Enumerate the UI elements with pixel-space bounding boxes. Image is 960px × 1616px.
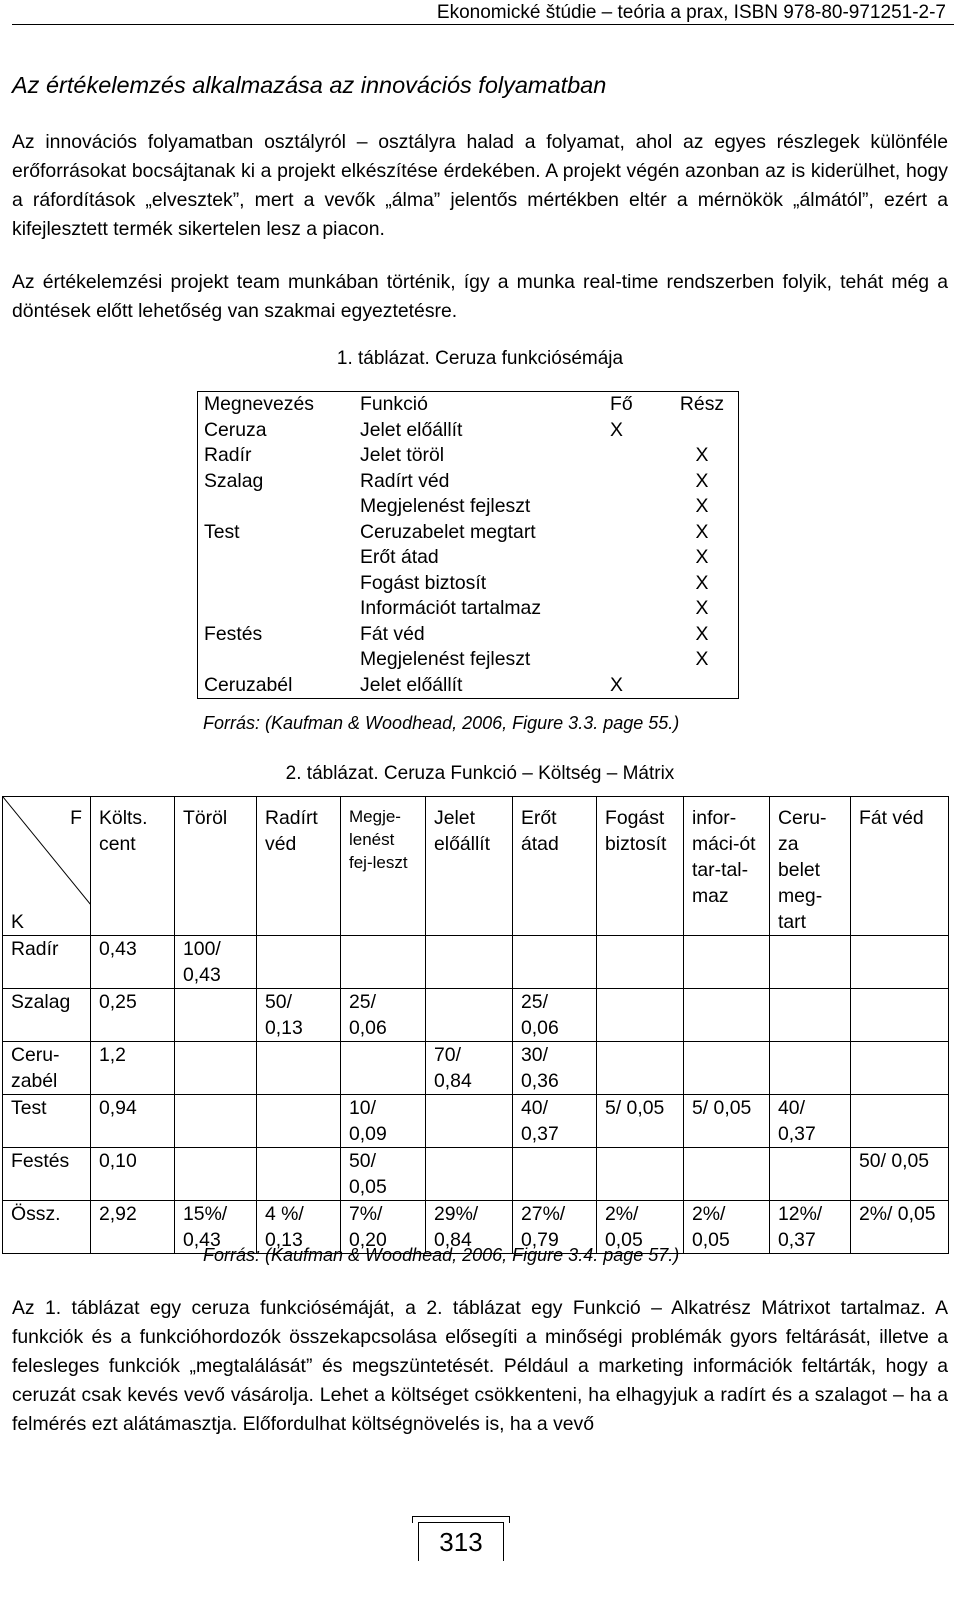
table2-cell: 27%/ 0,79 bbox=[513, 1201, 597, 1254]
table1-cell: X bbox=[695, 571, 709, 594]
table2-cell bbox=[597, 989, 684, 1042]
intro-paragraph-1: Az innovációs folyamatban osztályról – osztályra halad a folyamat, ahol az egyes részlegek különféle erőforrásokat bocsájtanak ki a projekt elkészítése érdekében. A projekt végén azonban az is kiderülhet, hogy a ráfordítások „elvesztek”, mert a vevők „álma” jelentős mértékben eltér a mérnökök „álmától”, ezért a kifejlesztett termék sikertelen lesz a piacon. bbox=[12, 131, 948, 240]
table2-cell: 2%/ 0,05 bbox=[597, 1201, 684, 1254]
table2-cell bbox=[770, 989, 851, 1042]
table2-cell bbox=[597, 1042, 684, 1095]
table2-cell: 70/ 0,84 bbox=[426, 1042, 513, 1095]
table1-cell bbox=[198, 545, 355, 571]
table2-cell bbox=[341, 936, 426, 989]
table2-cell: 29%/ 0,84 bbox=[426, 1201, 513, 1254]
table1-cell: Fát véd bbox=[360, 622, 425, 645]
table2-cell bbox=[513, 936, 597, 989]
table2-cell bbox=[257, 1148, 341, 1201]
table2-row-label: Szalag bbox=[3, 989, 91, 1042]
table2-cell bbox=[770, 1148, 851, 1201]
table2-cell: 50/ 0,05 bbox=[341, 1148, 426, 1201]
table1-cell: Test bbox=[204, 520, 240, 543]
table2-cell bbox=[175, 1095, 257, 1148]
table2-cell bbox=[513, 1148, 597, 1201]
table2-cell bbox=[257, 1042, 341, 1095]
table2-cell bbox=[426, 1148, 513, 1201]
running-header: Ekonomické štúdie – teória a prax, ISBN 978-80-971251-2-7 bbox=[436, 2, 946, 23]
table1-cell bbox=[198, 596, 355, 622]
page-number: 313 bbox=[418, 1522, 504, 1561]
table2-cell bbox=[851, 1095, 949, 1148]
table2-cell bbox=[684, 1148, 770, 1201]
table2-cell bbox=[597, 936, 684, 989]
table-row bbox=[3, 936, 949, 989]
table2-header-cost: Költs. cent bbox=[91, 797, 175, 936]
table2-cell bbox=[426, 1095, 513, 1148]
table2-corner-function: F bbox=[70, 807, 82, 829]
table1-cell bbox=[598, 545, 666, 571]
table2-cell: 2,92 bbox=[91, 1201, 175, 1254]
table2-source: Forrás: (Kaufman & Woodhead, 2006, Figure 3.4. page 57.) bbox=[203, 1245, 680, 1265]
table2-header-make-mark: Jelet előállít bbox=[426, 797, 513, 936]
table2-corner-cell bbox=[3, 797, 91, 936]
table2-cell: 30/ 0,36 bbox=[513, 1042, 597, 1095]
table2-cell bbox=[684, 936, 770, 989]
table-row bbox=[198, 545, 739, 571]
table2-cell bbox=[257, 936, 341, 989]
table2-cell bbox=[684, 1042, 770, 1095]
table1-header-function: Funkció bbox=[360, 393, 428, 415]
table-row bbox=[3, 1148, 949, 1201]
table1-cell: X bbox=[695, 495, 709, 517]
table2-cell bbox=[770, 936, 851, 989]
header-rule bbox=[12, 24, 954, 25]
table-row bbox=[198, 647, 739, 673]
table2-header-erase: Töröl bbox=[175, 797, 257, 936]
table-row bbox=[3, 1042, 949, 1095]
table1-cell bbox=[598, 520, 666, 546]
table1-cell: X bbox=[695, 597, 709, 619]
table1-cell: Radírt véd bbox=[360, 469, 450, 492]
table1-cell bbox=[666, 418, 739, 444]
table2-header-information: infor-máci-ót tar-tal-maz bbox=[684, 797, 770, 936]
table1-cell: X bbox=[695, 444, 709, 466]
table2-header-protect-wood: Fát véd bbox=[851, 797, 949, 936]
table2-cell: 10/ 0,09 bbox=[341, 1095, 426, 1148]
table1-cell bbox=[598, 571, 666, 597]
table1-cell bbox=[598, 494, 666, 520]
table2-cell bbox=[341, 1042, 426, 1095]
table-row bbox=[198, 494, 739, 520]
table2-row-label: Test bbox=[3, 1095, 91, 1148]
table1-cell: X bbox=[695, 648, 709, 670]
table2-cell bbox=[851, 989, 949, 1042]
table2-cell: 1,2 bbox=[91, 1042, 175, 1095]
table2-cell: 5/ 0,05 bbox=[684, 1095, 770, 1148]
table2-row-label: Festés bbox=[3, 1148, 91, 1201]
table1-cell: X bbox=[610, 673, 623, 696]
table1-function-scheme bbox=[197, 391, 739, 699]
table-row bbox=[198, 571, 739, 597]
table1-cell bbox=[198, 571, 355, 597]
table2-header-protect-eraser: Radírt véd bbox=[257, 797, 341, 936]
table2-cell: 0,10 bbox=[91, 1148, 175, 1201]
table2-cell: 5/ 0,05 bbox=[597, 1095, 684, 1148]
table-row bbox=[198, 622, 739, 648]
table2-cell: 4 %/ 0,13 bbox=[257, 1201, 341, 1254]
section-title: Az értékelemzés alkalmazása az innovációs folyamatban bbox=[12, 72, 607, 98]
table2-cell bbox=[597, 1148, 684, 1201]
table2-cell bbox=[851, 1042, 949, 1095]
table-row bbox=[3, 989, 949, 1042]
table1-cell: X bbox=[695, 520, 709, 543]
table-row bbox=[198, 443, 739, 469]
table2-cell bbox=[175, 1042, 257, 1095]
table2-row-label: Össz. bbox=[3, 1201, 91, 1254]
table1-header-row bbox=[198, 392, 739, 418]
table2-header-appearance: Megje-lenést fej-leszt bbox=[341, 797, 426, 936]
table-row bbox=[198, 418, 739, 444]
table2-cell bbox=[851, 936, 949, 989]
table1-cell: Megjelenést fejleszt bbox=[360, 495, 531, 517]
table-row bbox=[198, 673, 739, 699]
table2-cell bbox=[426, 936, 513, 989]
table2-corner-cost: K bbox=[11, 911, 24, 933]
table1-cell: X bbox=[610, 418, 623, 441]
table2-cell: 25/ 0,06 bbox=[341, 989, 426, 1042]
intro-paragraph-2: Az értékelemzési projekt team munkában történik, így a munka real-time rendszerben folyik, tehát még a döntések előtt lehetőség van szakmai egyeztetésre. bbox=[12, 271, 948, 322]
table2-cell: 100/ 0,43 bbox=[175, 936, 257, 989]
table1-header-part: Rész bbox=[679, 393, 725, 415]
table1-cell: Ceruzabél bbox=[204, 673, 293, 696]
table1-cell: Jelet töröl bbox=[360, 444, 445, 466]
table1-caption: 1. táblázat. Ceruza funkciósémája bbox=[336, 348, 624, 369]
table-row bbox=[198, 596, 739, 622]
table1-header-name: Megnevezés bbox=[204, 393, 314, 415]
table-row bbox=[3, 1095, 949, 1148]
table-row bbox=[198, 520, 739, 546]
table1-cell bbox=[198, 494, 355, 520]
table1-cell bbox=[598, 622, 666, 648]
table1-cell: Megjelenést fejleszt bbox=[360, 648, 531, 670]
table2-cell bbox=[770, 1042, 851, 1095]
table2-cell: 50/ 0,13 bbox=[257, 989, 341, 1042]
table1-cell: X bbox=[695, 469, 709, 492]
table1-cell: Fogást biztosít bbox=[360, 571, 487, 594]
table1-cell bbox=[598, 443, 666, 469]
table2-cell bbox=[684, 989, 770, 1042]
table2-cell: 40/ 0,37 bbox=[770, 1095, 851, 1148]
table2-row-label: Ceru-zabél bbox=[3, 1042, 91, 1095]
table2-cell: 0,25 bbox=[91, 989, 175, 1042]
table1-cell: Festés bbox=[204, 622, 263, 645]
table1-cell: Jelet előállít bbox=[360, 673, 463, 696]
table2-cell bbox=[257, 1095, 341, 1148]
table-row bbox=[198, 469, 739, 495]
table1-cell: Ceruzabelet megtart bbox=[360, 520, 536, 543]
table2-header-row bbox=[3, 797, 949, 936]
table2-caption: 2. táblázat. Ceruza Funkció – Költség – Mátrix bbox=[285, 763, 675, 784]
table2-cell: 40/ 0,37 bbox=[513, 1095, 597, 1148]
table1-cell: Jelet előállít bbox=[360, 418, 463, 441]
table2-row-label: Radír bbox=[3, 936, 91, 989]
table2-header-grip: Fogást biztosít bbox=[597, 797, 684, 936]
table2-cell: 12%/ 0,37 bbox=[770, 1201, 851, 1254]
table1-cell bbox=[598, 596, 666, 622]
table1-source: Forrás: (Kaufman & Woodhead, 2006, Figure 3.3. page 55.) bbox=[203, 713, 680, 733]
table2-header-transfer-force: Erőt átad bbox=[513, 797, 597, 936]
table2-cell: 25/ 0,06 bbox=[513, 989, 597, 1042]
table1-header-main: Fő bbox=[610, 393, 633, 415]
table2-cell bbox=[175, 1148, 257, 1201]
table1-cell bbox=[598, 647, 666, 673]
table1-cell: Információt tartalmaz bbox=[360, 597, 542, 619]
table1-cell: Radír bbox=[204, 444, 252, 466]
table1-cell bbox=[598, 469, 666, 495]
table1-cell bbox=[666, 673, 739, 699]
table1-cell: X bbox=[695, 546, 709, 568]
table2-cell: 0,43 bbox=[91, 936, 175, 989]
closing-paragraph: Az 1. táblázat egy ceruza funkciósémáját, a 2. táblázat egy Funkció – Alkatrész Mátrixot tartalmaz. A funkciók és a funkcióhordozók összekapcsolása elősegíti a minőségi problémák gyors feltárását, illetve a felesleges funkciók „megtalálását” és megszüntetését. Például a marketing információk feltárták, hogy a ceruzát csak kevés vevő vásárolja. Lehet a költséget csökkenteni, ha elhagyjuk a radírt és a szalagot – ha a felmérés ezt alátámasztja. Előfordulhat költségnövelés is, ha a vevő bbox=[12, 1297, 948, 1435]
table2-cell: 2%/ 0,05 bbox=[684, 1201, 770, 1254]
table2-function-cost-matrix bbox=[2, 796, 949, 1254]
table2-cell: 7%/ 0,20 bbox=[341, 1201, 426, 1254]
table1-cell: Erőt átad bbox=[360, 546, 439, 568]
table2-cell bbox=[175, 989, 257, 1042]
table2-cell: 0,94 bbox=[91, 1095, 175, 1148]
table2-header-hold-lead: Ceru-za belet meg-tart bbox=[770, 797, 851, 936]
table2-cell: 15%/ 0,43 bbox=[175, 1201, 257, 1254]
table1-cell bbox=[198, 647, 355, 673]
table2-cell: 50/ 0,05 bbox=[851, 1148, 949, 1201]
table1-cell: X bbox=[695, 622, 709, 645]
table2-cell bbox=[426, 989, 513, 1042]
table2-cell: 2%/ 0,05 bbox=[851, 1201, 949, 1254]
table1-cell: Ceruza bbox=[204, 418, 267, 441]
table1-cell: Szalag bbox=[204, 469, 264, 492]
